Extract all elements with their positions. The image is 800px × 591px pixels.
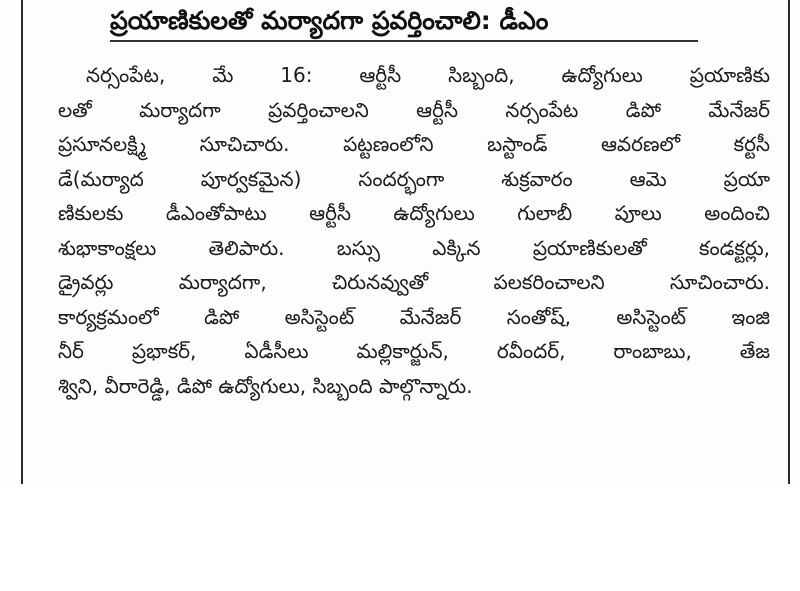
article-line: శ్విని, వీరారెడ్డి, డిపో ఉద్యోగులు, సిబ్బంది పాల్గొన్నారు. <box>58 373 473 398</box>
column-rule-right <box>788 0 790 484</box>
column-rule-left <box>21 0 23 484</box>
article-line: శుభాకాంక్షలు తెలిపారు. బస్సు ఎక్కిన ప్రయాణికులతో కండక్టర్లు, <box>58 235 770 260</box>
article-line: లతో మర్యాదగా ప్రవర్తించాలని ఆర్టీసీ నర్సంపేట డిపో మేనేజర్ <box>58 97 770 122</box>
article-line: కార్యక్రమంలో డిపో అసిస్టెంట్ మేనేజర్ సంతోష్, అసిస్టెంట్ ఇంజి <box>58 304 770 329</box>
article-line: నర్సంపేట, మే 16: ఆర్టీసీ సిబ్బంది, ఉద్యోగులు ప్రయాణికు <box>86 63 770 87</box>
article-line: ణికులకు డీఎంతోపాటు ఆర్టీసీ ఉద్యోగులు గులాబీ పూలు అందించి <box>58 201 770 225</box>
article-line: డ్రైవర్లు మర్యాదగా, చిరునవ్వుతో పలకరించాలని సూచించారు. <box>58 270 770 294</box>
article-line: ప్రసూనలక్ష్మి సూచిచారు. పట్టణంలోని బస్టాండ్ ఆవరణలో కర్టసీ <box>58 132 770 156</box>
article-line: డే(మర్యాద పూర్వకమైన) సందర్భంగా శుక్రవారం ఆమె ప్రయా <box>58 166 770 191</box>
headline-underline <box>110 40 698 42</box>
article-line: నీర్ ప్రభాకర్, ఏడీసీలు మల్లికార్జున్, రవీందర్, రాంబాబు, తేజ <box>58 339 770 363</box>
blank-area <box>0 484 800 591</box>
article-headline: ప్రయాణికులతో మర్యాదగా ప్రవర్తించాలి: డీఎం <box>110 6 549 35</box>
article-body <box>58 58 770 403</box>
